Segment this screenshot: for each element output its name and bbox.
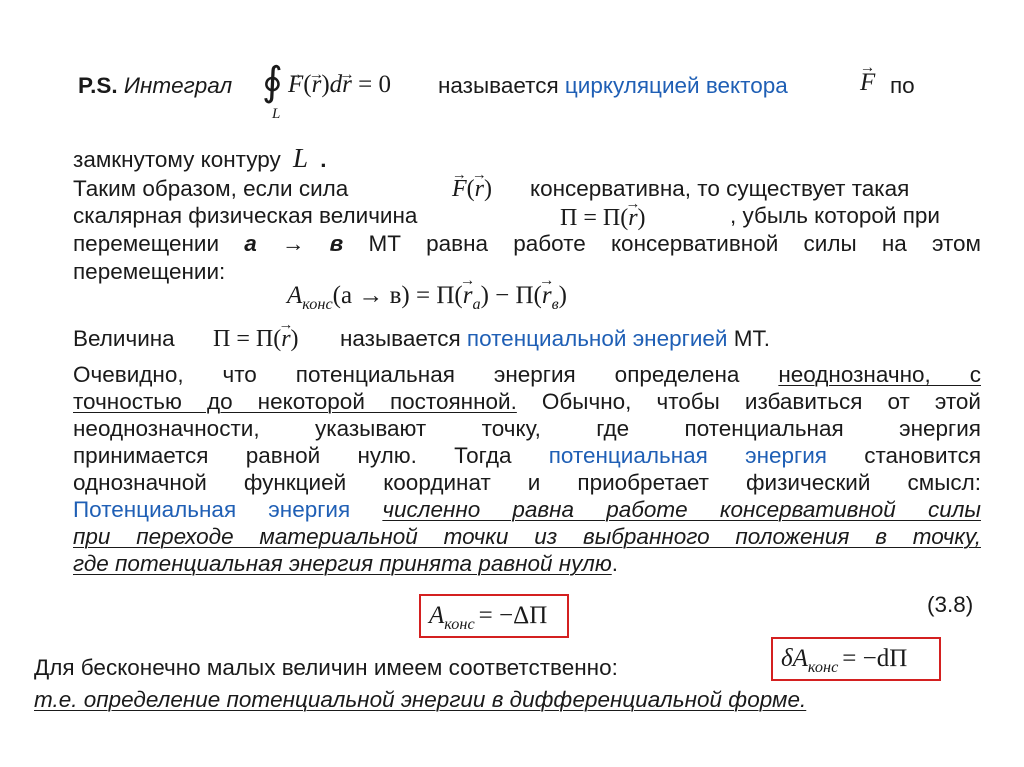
para1-line1-b: консервативна, то существует такая xyxy=(530,176,910,201)
integral-F: → F xyxy=(288,71,303,99)
para1-line1-a: Таким образом, если сила xyxy=(73,176,349,201)
equation-number: (3.8) xyxy=(927,592,974,617)
circulation-term: циркуляцией вектора xyxy=(564,73,788,98)
work-formula: $A_{конс}(a \to в) = \Pi(\to r_a) - \Pi(\to r_в)$ xyxy=(287,281,567,310)
para1-line4: перемещении: xyxy=(73,259,226,284)
potential-energy-term-2: Потенциальная энергия xyxy=(73,497,351,522)
ps-line xyxy=(78,73,232,99)
integral-r: → r xyxy=(312,71,322,99)
para3-line4: принимается равной нулю. Тогда потенциальная энергия становится xyxy=(73,443,981,468)
circulation-integral: ∮ L → F(→ r)d→ r = 0 xyxy=(262,58,432,128)
para3-line3: неоднозначности, указывают точку, где потенциальная энергия xyxy=(73,416,981,441)
contour-line: замкнутому контуру L . xyxy=(73,143,327,173)
para2-formula: Π = Π(→ r) xyxy=(213,325,299,353)
final-line2: т.е. определение потенциальной энергии в дифференциальной форме. xyxy=(34,687,807,712)
point-b: в xyxy=(329,231,344,256)
para3-line5: однозначной функцией координат и приобретает физический смысл: xyxy=(73,470,981,495)
point-a: а xyxy=(244,231,257,256)
contour-symbol: L xyxy=(292,143,309,173)
ps-continuation: называется циркуляцией вектора xyxy=(438,73,788,98)
para3-line1: Очевидно, что потенциальная энергия определена неоднозначно, с xyxy=(73,362,981,387)
para1-line2-b: , убыль которой при xyxy=(730,203,940,228)
contour-integral-sign: ∮ xyxy=(262,59,283,104)
para2-b: называется потенциальной энергией МТ. xyxy=(340,326,771,351)
para2-a: Величина xyxy=(73,326,175,351)
para3-line6: Потенциальная энергия численно равна работе консервативной силы xyxy=(73,497,981,522)
para1-force-formula: → F(→ r) xyxy=(452,175,492,203)
para1-line3: перемещении а → в МТ равна работе консервативной силы на этом xyxy=(73,231,981,256)
para3-line2: точностью до некоторой постоянной. Обычно, чтобы избавиться от этой xyxy=(73,389,981,414)
para1-potential-formula: Π = Π(→ r) xyxy=(560,204,646,232)
integral-equals: = 0 xyxy=(358,71,392,98)
integral-limit: L xyxy=(272,106,281,122)
ps-prefix: P.S. xyxy=(78,73,118,98)
para3-line7: при переходе материальной точки из выбранного положения в точку, xyxy=(73,524,981,549)
final-line1: Для бесконечно малых величин имеем соответственно: xyxy=(34,655,618,680)
potential-energy-term: потенциальной энергией xyxy=(466,326,728,351)
ps-tail: по xyxy=(890,73,915,98)
vector-F: → F xyxy=(860,69,875,97)
ps-word: Интеграл xyxy=(123,73,233,98)
para3-line8: где потенциальная энергия принята равной нулю. xyxy=(73,551,619,576)
boxed-equation-2: $\delta A_{конс} = -d\Pi$ xyxy=(771,637,941,681)
para1-line2-a: скалярная физическая величина xyxy=(73,203,418,228)
arrow: → xyxy=(281,231,305,256)
boxed-equation-1: $A_{конс} = -\Delta\Pi$ xyxy=(419,594,569,638)
